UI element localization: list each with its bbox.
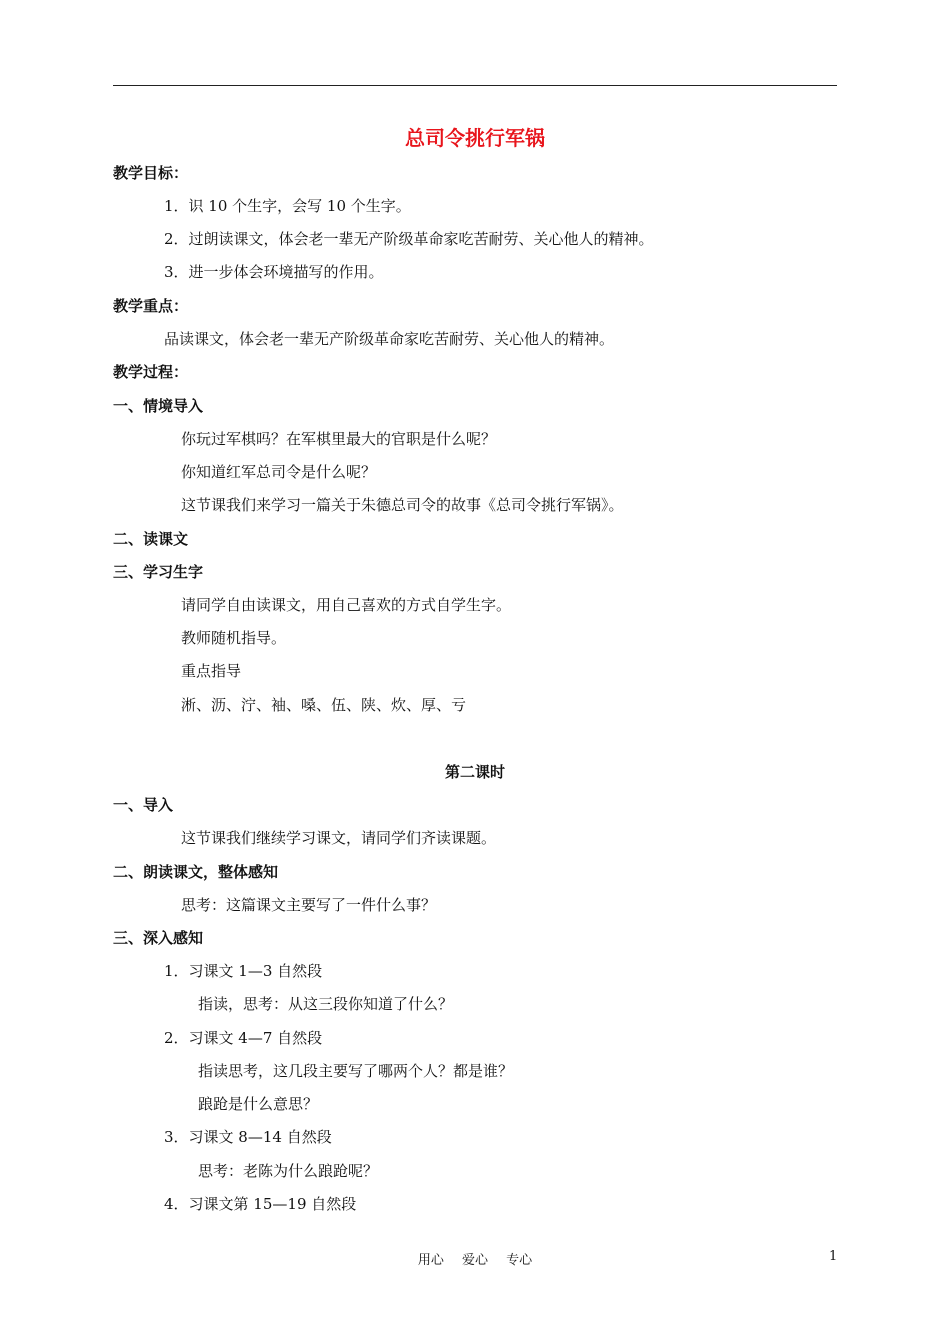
list-item-note: 思考：老陈为什么踉跄呢？ [198, 1162, 379, 1180]
paragraph-line: 思考：这篇课文主要写了一件什么事？ [181, 896, 437, 914]
lesson-heading: 第二课时 [444, 763, 505, 781]
page-footer: 用心 爱心 专心 [417, 1253, 533, 1268]
section-heading: 一、情境导入 [113, 397, 204, 415]
list-item-note: 指读，思考：从这三段你知道了什么？ [198, 995, 454, 1013]
header-rule [113, 85, 837, 86]
process-heading: 教学过程： [113, 363, 189, 381]
paragraph-line: 你知道红军总司令是什么呢？ [181, 463, 377, 481]
paragraph-line: 教师随机指导。 [181, 629, 287, 647]
paragraph-line: 你玩过军棋吗？在军棋里最大的官职是什么呢？ [181, 430, 497, 448]
paragraph-line: 重点指导 [181, 662, 242, 680]
list-item: 1．习课文 1—3 自然段 [164, 962, 323, 980]
paragraph-line: 这节课我们继续学习课文，请同学们齐读课题。 [181, 829, 497, 847]
objective-item: 3．进一步体会环境描写的作用。 [164, 263, 384, 281]
section-heading: 二、朗读课文，整体感知 [113, 863, 279, 881]
section-heading: 三、学习生字 [113, 563, 204, 581]
list-item: 3．习课文 8—14 自然段 [164, 1128, 332, 1146]
objective-item: 2．过朗读课文，体会老一辈无产阶级革命家吃苦耐劳、关心他人的精神。 [164, 230, 654, 248]
list-item-note: 指读思考，这几段主要写了哪两个人？都是谁？ [198, 1062, 514, 1080]
section-heading: 二、读课文 [113, 530, 189, 548]
objective-item: 1．识 10 个生字，会写 10 个生字。 [164, 197, 411, 215]
list-item: 4．习课文第 15—19 自然段 [164, 1195, 357, 1213]
objectives-heading: 教学目标： [113, 164, 189, 182]
paragraph-line: 请同学自由读课文，用自己喜欢的方式自学生字。 [181, 596, 512, 614]
section-heading: 一、导入 [113, 796, 174, 814]
list-item-note: 踉跄是什么意思？ [198, 1095, 319, 1113]
focus-text: 品读课文，体会老一辈无产阶级革命家吃苦耐劳、关心他人的精神。 [164, 330, 615, 348]
page-number: 1 [829, 1249, 838, 1264]
paragraph-line: 这节课我们来学习一篇关于朱德总司令的故事《总司令挑行军锅》。 [181, 496, 624, 514]
document-title: 总司令挑行军锅 [405, 126, 545, 150]
focus-heading: 教学重点： [113, 297, 189, 315]
list-item: 2．习课文 4—7 自然段 [164, 1029, 323, 1047]
section-heading: 三、深入感知 [113, 929, 204, 947]
character-list: 淅、沥、泞、袖、嗓、伍、陕、炊、厚、亏 [181, 696, 467, 714]
